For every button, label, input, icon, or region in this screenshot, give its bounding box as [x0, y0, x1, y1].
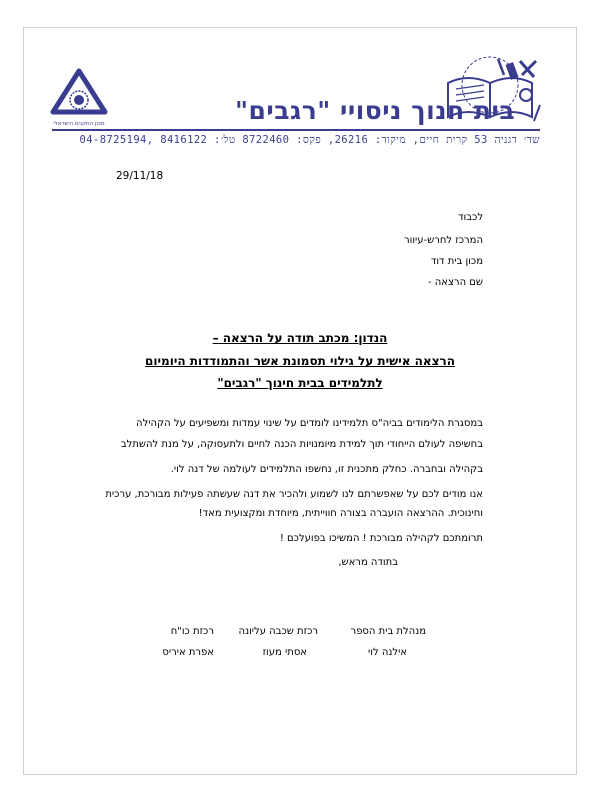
- recipient-line-4: שם הרצאה -: [427, 277, 483, 288]
- subject-line-1: הנדון: מכתב תודה על הרצאה –: [212, 331, 388, 345]
- signature-name-principal: אילנה לוי: [368, 647, 407, 658]
- signature-role-principal: מנהלת בית הספר: [350, 626, 426, 637]
- signature-name-coordinator: אפרת איריס: [162, 647, 214, 658]
- body-paragraph-2: בקהילה ובחברה. כחלק מתכנית זו, נחשפו התלמידים לעולמה של דנה לוי.: [170, 464, 483, 475]
- recipient-line-1: לכבוד: [458, 212, 483, 223]
- letter-date: 29/11/18: [116, 170, 164, 182]
- signature-role-upper-grade: רכזת שכבה עליונה: [238, 626, 318, 637]
- subject-line-2: הרצאה אישית על גילוי תסמונת אשר והתמודדות היומיום: [145, 354, 455, 368]
- recipient-line-3: מכון בית דוד: [430, 256, 483, 267]
- body-paragraph-3-line-1: אנו מודים לכם על שאפשרתם לנו לשמוע ולהכיר את דנה שעשתה פעילות מבורכת, ערכית: [105, 489, 483, 500]
- logo-caption: מכון התקנים הישראלי: [53, 121, 105, 127]
- closing-line: בתודה מראש,: [338, 557, 398, 568]
- header-divider: [52, 129, 540, 131]
- body-paragraph-3-line-2: וחינוכית. ההרצאה הועברה בצורה חווייתית, מיוחדת ומקצועית מאד!: [198, 508, 483, 519]
- subject-line-3: לתלמידים בבית חינוך "רגבים": [217, 376, 383, 390]
- recipient-line-2: המרכז לחרש-עיוור: [403, 235, 483, 246]
- body-paragraph-1-line-1: במסגרת הלימודים בביה"ס תלמידינו לומדים על שינוי עמדות ומשפיעים על הקהילה: [136, 418, 483, 429]
- signature-name-upper-grade: אסתי מעוז: [262, 647, 307, 658]
- school-address: שד׳ דגניה 53 קרית חיים, מיקוד: 26216, פקס: 8722460 טל׳: 8416122 ,04-8725194: [79, 134, 540, 146]
- standards-institute-logo: [49, 68, 109, 130]
- signature-role-coordinator: רכזת כו"ח: [170, 626, 214, 637]
- body-paragraph-4: תרומתכם לקהילה מבורכת ! המשיכו בפועלכם !: [279, 533, 483, 544]
- body-paragraph-1-line-2: בחשיפה לעולם הייחודי תוך למידת מיומנויות הכנה לחיים ולתעסוקה, על מנת להשתלב: [120, 439, 483, 450]
- school-name-title: בית חנוך ניסויי "רגבים": [235, 96, 516, 125]
